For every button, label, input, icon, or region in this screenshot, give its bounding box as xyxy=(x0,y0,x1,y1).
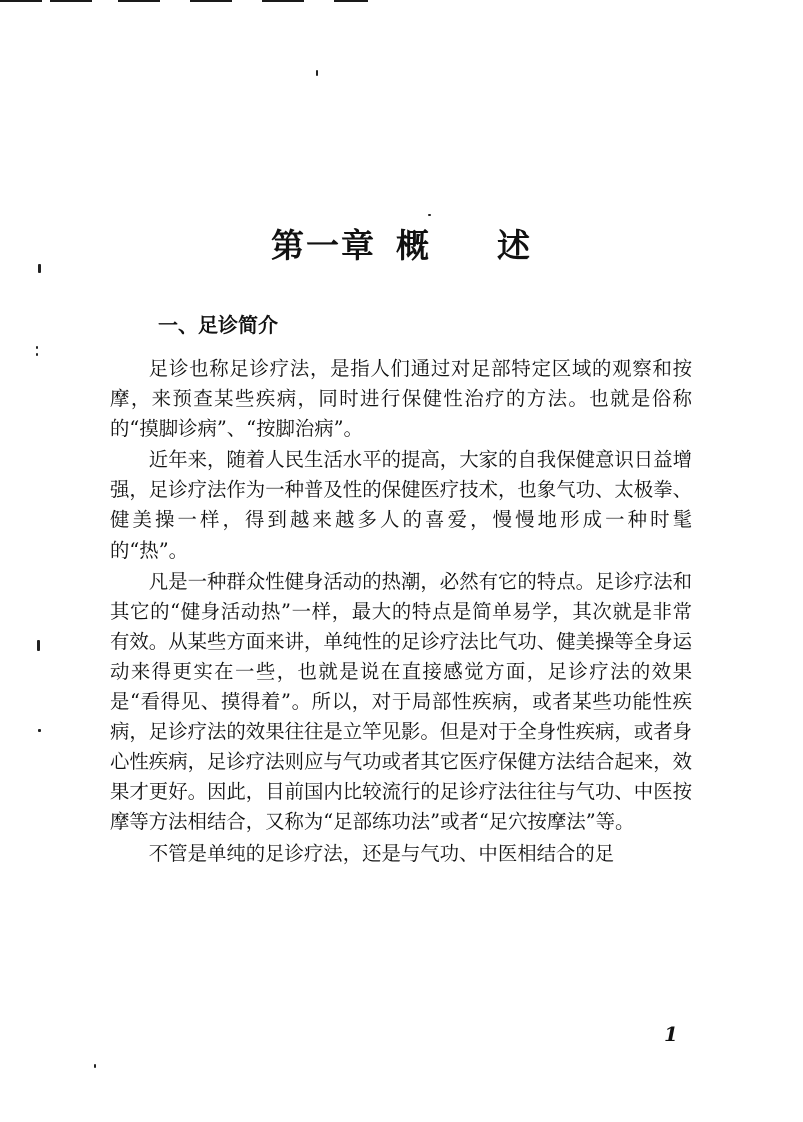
chapter-title-part1: 概 xyxy=(396,226,431,265)
scan-speck xyxy=(36,353,38,356)
body-text xyxy=(110,354,692,870)
scan-speck xyxy=(316,70,318,76)
scan-edge-line xyxy=(118,0,160,2)
scan-speck xyxy=(37,640,40,651)
chapter-number: 第一章 xyxy=(271,226,376,265)
chapter-title-part2: 述 xyxy=(497,226,532,265)
scan-speck xyxy=(36,346,38,349)
paragraph: 近年来，随着人民生活水平的提高，大家的自我保健意识日益增强，足诊疗法作为一种普及性的保健医疗技术，也象气功、太极拳、健美操一样，得到越来越多人的喜爱，慢慢地形成一种时髦的“热”。 xyxy=(110,448,692,562)
scan-edge-line xyxy=(262,0,304,2)
scan-edge-line xyxy=(50,0,92,2)
scan-speck xyxy=(94,1064,96,1068)
page-number: 1 xyxy=(664,1022,678,1046)
scan-edge-line xyxy=(190,0,232,2)
chapter-title xyxy=(0,226,803,266)
scan-edge-line xyxy=(334,0,368,2)
scan-speck xyxy=(38,729,41,732)
section-heading: 一、足诊简介 xyxy=(158,313,278,337)
paragraph: 凡是一种群众性健身活动的热潮，必然有它的特点。足诊疗法和其它的“健身活动热”一样，最大的特点是简单易学，其次就是非常有效。从某些方面来讲，单纯性的足诊疗法比气功、健美操等全身运动来得更实在一些，也就是说在直接感觉方面，足诊疗法的效果是“看得见、摸得着”。所以，对于局部性疾病，或者某些功能性疾病，足诊疗法的效果往往是立竿见影。但是对于全身性疾病，或者身心性疾病，足诊疗法则应与气功或者其它医疗保健方法结合起来，效果才更好。因此，目前国内比较流行的足诊疗法往往与气功、中医按摩等方法相结合，又称为“足部练功法”或者“足穴按摩法”等。 xyxy=(110,569,692,834)
paragraph: 足诊也称足诊疗法，是指人们通过对足部特定区域的观察和按摩，来预查某些疾病，同时进行保健性治疗的方法。也就是俗称的“摸脚诊病”、“按脚治病”。 xyxy=(110,357,692,441)
paragraph: 不管是单纯的足诊疗法，还是与气功、中医相结合的足 xyxy=(148,841,615,865)
scan-edge-line xyxy=(0,0,42,2)
scan-speck xyxy=(428,214,431,216)
